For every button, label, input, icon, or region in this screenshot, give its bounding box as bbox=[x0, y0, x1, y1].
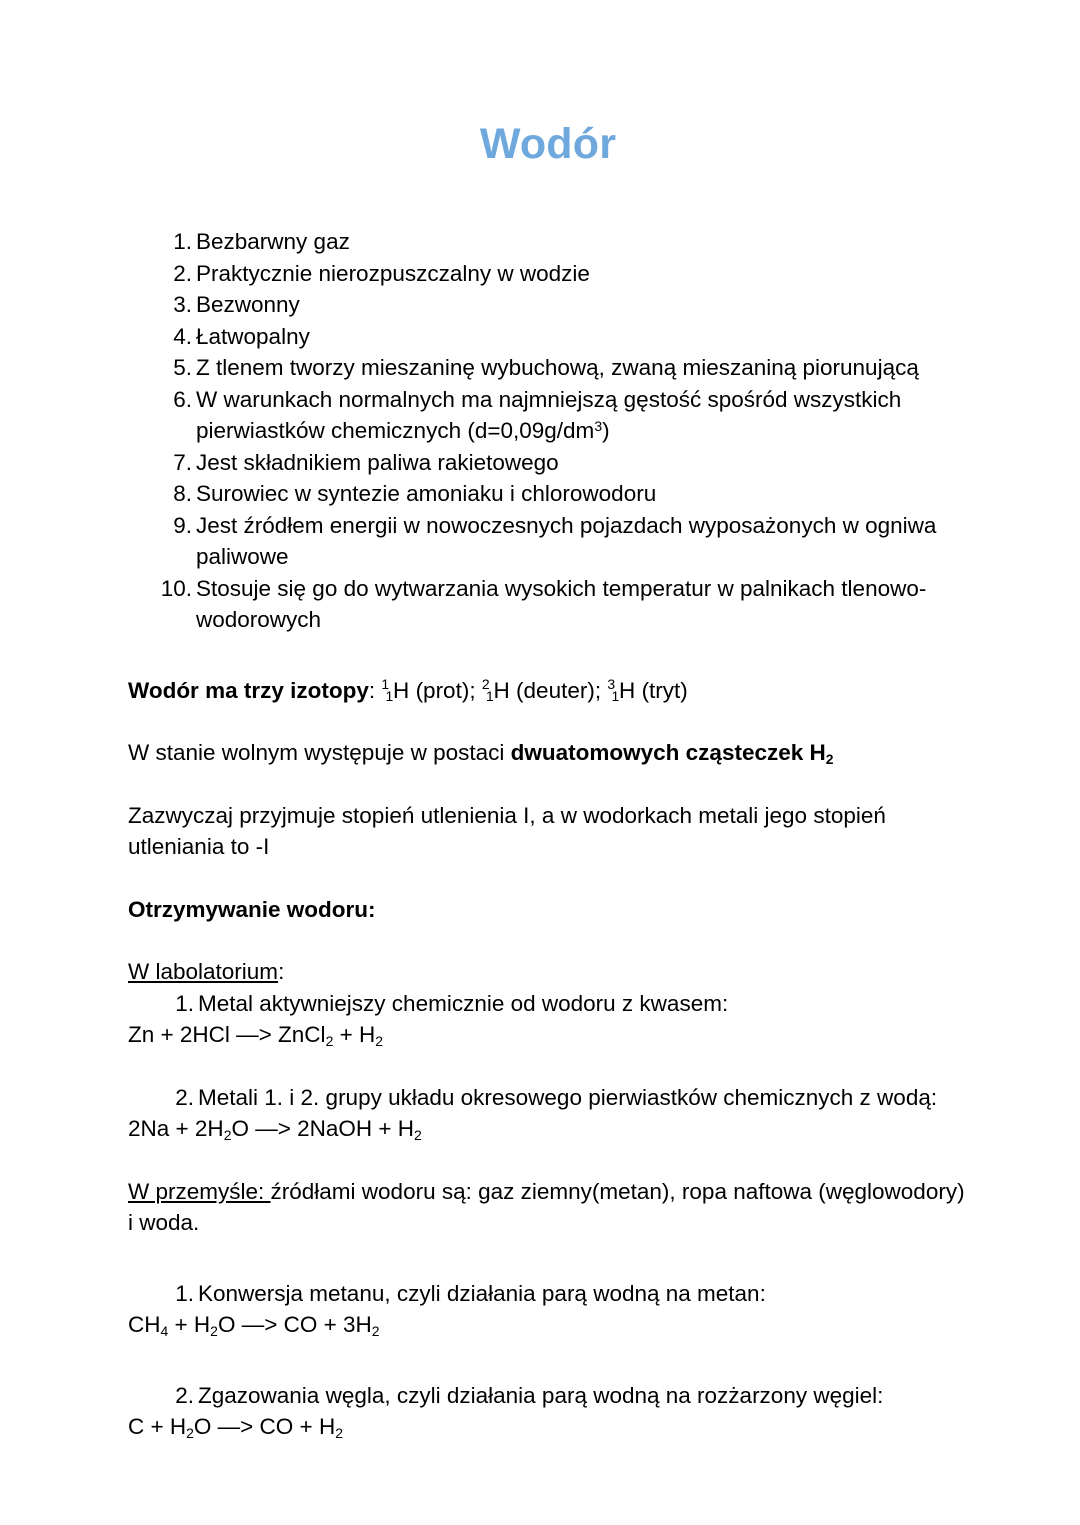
isotope-name: (tryt) bbox=[641, 677, 688, 703]
industry-paragraph bbox=[128, 1176, 968, 1239]
list-item-text: Z tlenem tworzy mieszaninę wybuchową, zwaną mieszaniną piorunującą bbox=[196, 355, 919, 381]
isotopes-label: Wodór ma trzy izotopy bbox=[128, 677, 369, 703]
eq-subscript: 2 bbox=[335, 1425, 343, 1442]
list-item-text bbox=[196, 387, 901, 444]
list-item bbox=[128, 258, 968, 290]
isotope-atomic: 1 bbox=[486, 688, 494, 705]
eq-part: O —> 2NaOH + H bbox=[231, 1116, 415, 1142]
eq-part: 2Na + 2H bbox=[128, 1116, 224, 1142]
list-item bbox=[128, 478, 968, 510]
industry-label-underlined: W przemyśle: bbox=[128, 1178, 271, 1204]
sub-item-text: Metal aktywniejszy chemicznie od wodoru z kwasem: bbox=[198, 990, 729, 1016]
list-item-number: 1. bbox=[173, 229, 192, 255]
laboratory-equation-2 bbox=[128, 1113, 968, 1145]
isotope-atomic: 1 bbox=[385, 688, 394, 705]
isotope-name: (prot) bbox=[415, 677, 470, 703]
list-item-text: Bezwonny bbox=[196, 292, 300, 318]
spacer bbox=[128, 1051, 968, 1082]
spacer bbox=[128, 706, 968, 737]
list-item-number: 4. bbox=[173, 323, 192, 349]
eq-subscript: 2 bbox=[223, 1127, 232, 1144]
isotope-symbol: H bbox=[393, 677, 410, 703]
list-item-number: 5. bbox=[173, 355, 192, 381]
list-item bbox=[128, 384, 968, 447]
laboratory-label-underlined: W labolatorium bbox=[128, 959, 279, 985]
list-item-number: 7. bbox=[173, 449, 192, 475]
laboratory-equation-1 bbox=[128, 1019, 968, 1051]
eq-part: Zn + 2HCl —> ZnCl bbox=[128, 1022, 326, 1048]
spacer bbox=[128, 636, 968, 675]
industry-equation-1 bbox=[128, 1309, 968, 1341]
eq-subscript: 2 bbox=[210, 1323, 218, 1340]
eq-part: O —> CO + H bbox=[193, 1414, 336, 1440]
document-content bbox=[128, 0, 968, 1443]
list-item-text: Praktycznie nierozpuszczalny w wodzie bbox=[196, 260, 590, 286]
oxidation-paragraph: Zazwyczaj przyjmuje stopień utlenienia I, a w wodorkach metali jego stopień utleniania to -I bbox=[128, 802, 886, 860]
list-item-number: 9. bbox=[173, 512, 192, 538]
density-text-close: ) bbox=[602, 418, 610, 444]
laboratory-label bbox=[128, 956, 968, 988]
eq-part: O —> CO + 3H bbox=[217, 1312, 372, 1338]
isotope-mass: 2 bbox=[481, 676, 490, 693]
list-item bbox=[128, 447, 968, 479]
eq-subscript: 2 bbox=[186, 1425, 194, 1442]
isotope-symbol: H bbox=[619, 677, 636, 703]
eq-subscript: 2 bbox=[375, 1033, 383, 1050]
isotope-separator: ; bbox=[594, 677, 608, 703]
sub-item-text: Konwersja metanu, czyli działania parą wodną na metan: bbox=[198, 1280, 766, 1306]
sub-item-text: Zgazowania węgla, czyli działania parą wodną na rozżarzony węgiel: bbox=[198, 1382, 884, 1408]
isotope-name: (deuter) bbox=[516, 677, 595, 703]
eq-subscript: 4 bbox=[160, 1323, 169, 1340]
eq-part: CH bbox=[128, 1312, 161, 1338]
industry-item-2 bbox=[128, 1380, 968, 1412]
eq-subscript: 2 bbox=[414, 1127, 422, 1144]
laboratory-item-1 bbox=[128, 988, 968, 1020]
isotope-symbol: H bbox=[493, 677, 510, 703]
page-title: Wodór bbox=[479, 120, 617, 168]
list-item bbox=[128, 289, 968, 321]
sub-item-number: 1. bbox=[175, 990, 194, 1016]
h2-subscript: 2 bbox=[825, 751, 834, 768]
industry-text: źródłami wodoru są: gaz ziemny(metan), ropa naftowa (węglowodory) i woda. bbox=[128, 1178, 965, 1236]
spacer bbox=[128, 769, 968, 800]
spacer bbox=[128, 925, 968, 956]
eq-subscript: 2 bbox=[371, 1323, 380, 1340]
isotope-mass: 1 bbox=[381, 676, 390, 693]
spacer bbox=[128, 1341, 968, 1380]
list-item bbox=[128, 352, 968, 384]
isotope-notation-2 bbox=[481, 675, 494, 705]
sub-item-text: Metali 1. i 2. grupy układu okresowego pierwiastków chemicznych z wodą: bbox=[198, 1084, 938, 1110]
list-item-number: 2. bbox=[173, 260, 192, 286]
list-item-text: Bezbarwny gaz bbox=[196, 229, 350, 255]
free-state-text: W stanie wolnym występuje w postaci bbox=[128, 740, 511, 766]
list-item bbox=[128, 573, 968, 636]
list-item bbox=[128, 226, 968, 258]
list-item-number: 6. bbox=[173, 386, 192, 412]
isotope-atomic: 1 bbox=[611, 688, 620, 705]
eq-subscript: 2 bbox=[325, 1033, 334, 1050]
sub-item-number: 2. bbox=[175, 1084, 194, 1110]
list-item-text: Surowiec w syntezie amoniaku i chlorowodoru bbox=[196, 481, 657, 507]
isotopes-paragraph bbox=[128, 675, 968, 707]
list-item-text: Jest źródłem energii w nowoczesnych pojazdach wyposażonych w ogniwa paliwowe bbox=[196, 512, 937, 570]
spacer bbox=[128, 1239, 968, 1278]
list-item-number: 10. bbox=[160, 575, 192, 601]
eq-part: + H bbox=[168, 1312, 211, 1338]
spacer bbox=[128, 1145, 968, 1176]
industry-equation-2 bbox=[128, 1411, 968, 1443]
list-item-text: Stosuje się go do wytwarzania wysokich temperatur w palnikach tlenowo-wodorowych bbox=[196, 575, 927, 633]
isotope-separator: ; bbox=[469, 677, 482, 703]
isotope-mass: 3 bbox=[607, 676, 616, 693]
eq-part: C + H bbox=[128, 1414, 187, 1440]
hydrogen-properties-list bbox=[128, 169, 968, 636]
spacer bbox=[128, 863, 968, 894]
isotopes-colon: : bbox=[368, 677, 382, 703]
laboratory-item-2 bbox=[128, 1082, 968, 1114]
free-state-paragraph bbox=[128, 737, 968, 769]
production-heading-text: Otrzymywanie wodoru: bbox=[128, 896, 376, 922]
sub-item-number: 2. bbox=[175, 1382, 194, 1408]
list-item bbox=[128, 321, 968, 353]
list-item-number: 3. bbox=[173, 292, 192, 318]
laboratory-label-suffix: : bbox=[278, 959, 285, 985]
density-exponent: 3 bbox=[594, 418, 603, 435]
list-item-text: Jest składnikiem paliwa rakietowego bbox=[196, 449, 559, 475]
density-text: W warunkach normalnych ma najmniejszą gęstość spośród wszystkich pierwiastków chemicznych (d=0,09g/dm bbox=[196, 386, 902, 444]
list-item-number: 8. bbox=[173, 481, 192, 507]
eq-part: + H bbox=[333, 1022, 376, 1048]
list-item bbox=[128, 510, 968, 573]
list-item-text: Łatwopalny bbox=[196, 323, 310, 349]
industry-item-1 bbox=[128, 1278, 968, 1310]
sub-item-number: 1. bbox=[175, 1280, 194, 1306]
free-state-bold-text: dwuatomowych cząsteczek H bbox=[510, 740, 826, 766]
production-heading bbox=[128, 894, 968, 926]
isotope-notation-1 bbox=[381, 675, 394, 705]
free-state-bold bbox=[510, 740, 834, 768]
isotope-notation-3 bbox=[607, 675, 620, 705]
